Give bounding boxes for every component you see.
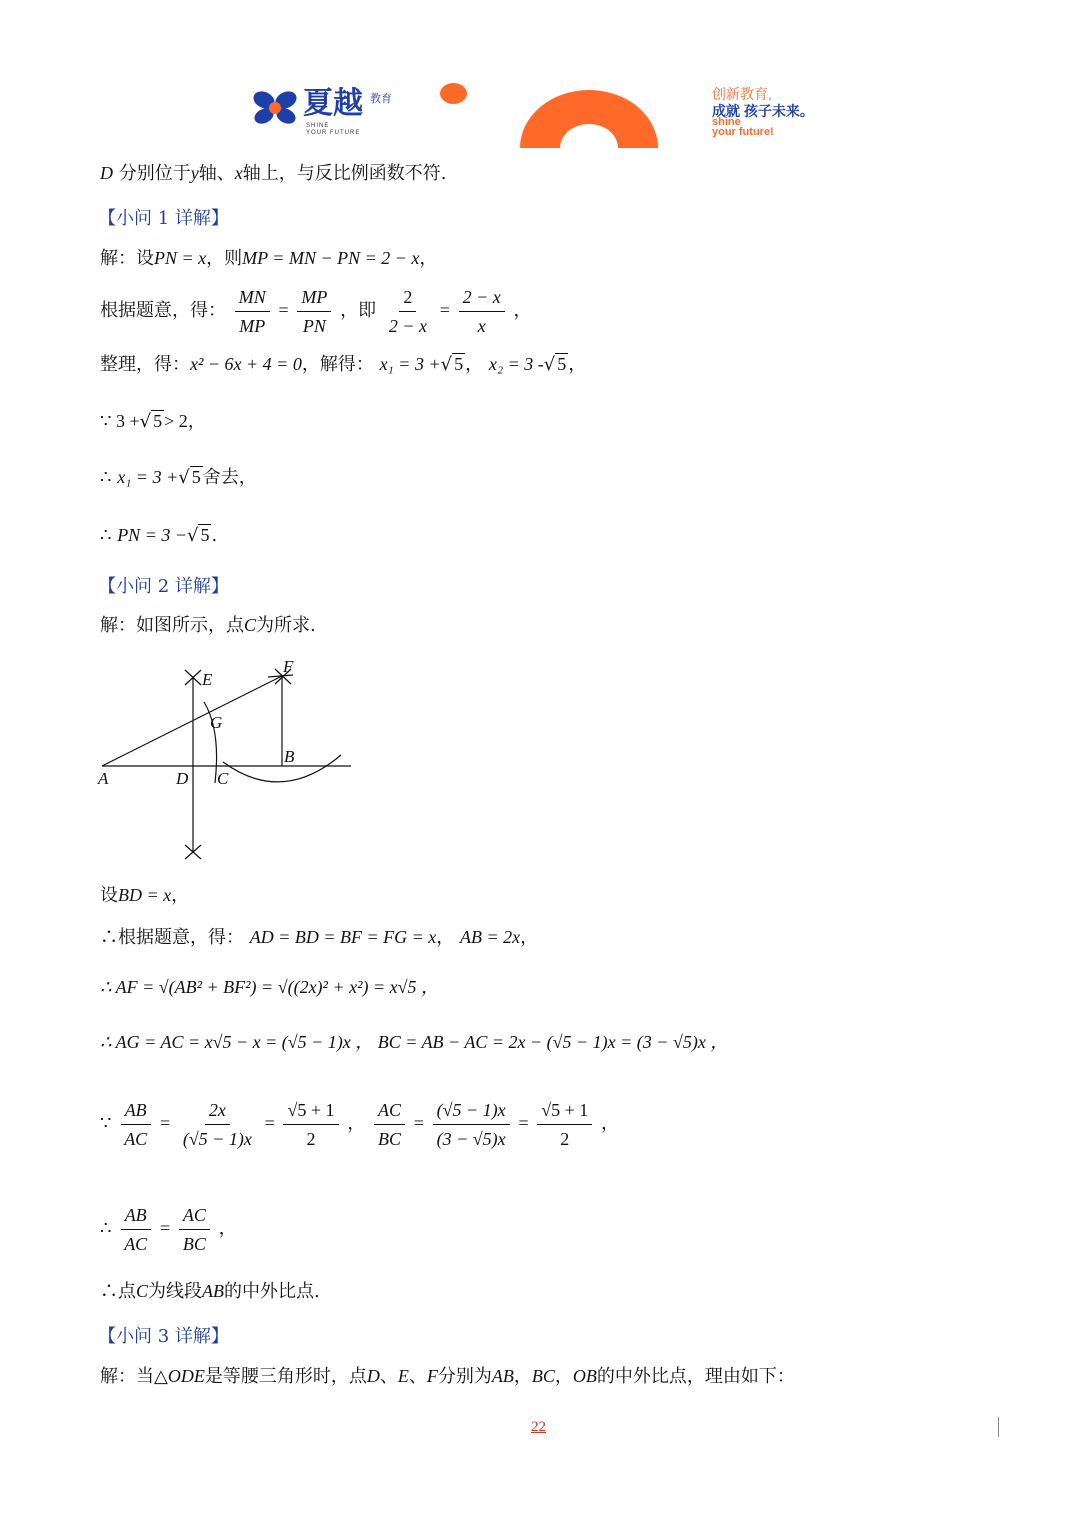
numerator: √5 + 1 — [283, 1096, 338, 1125]
fraction — [385, 283, 431, 340]
denominator: x — [477, 315, 486, 336]
radicand: 5 — [153, 411, 163, 431]
label-c: C — [217, 769, 229, 788]
text: ， — [465, 354, 484, 375]
fraction — [179, 1201, 210, 1258]
numerator: 2 — [399, 283, 416, 312]
math: x₂ = 3 - — [488, 354, 544, 374]
text: 为线段 — [148, 1281, 203, 1302]
q1-line-3: 整理，得：x² − 6x + 4 = 0，解得： x₁ = 3 +√ 5 ， x₂ = 3 -√ 5 ， — [100, 354, 587, 375]
text: ， — [171, 885, 190, 906]
q1-line-1 — [100, 246, 437, 271]
text: ∴点 — [100, 1281, 136, 1302]
math: > 2， — [164, 411, 206, 431]
denominator: BC — [182, 1233, 206, 1254]
math: PN = x — [154, 248, 207, 268]
intro-end: 轴上，与反比例函数不符. — [242, 163, 447, 184]
math: x² − 6x + 4 = 0 — [190, 354, 302, 374]
q1-line-6: ∴ PN = 3 −√ 5 . — [100, 525, 218, 546]
text: ， — [601, 1113, 620, 1134]
radicand: 5 — [557, 354, 567, 374]
label-e: E — [202, 670, 213, 689]
text: ， — [568, 354, 587, 375]
text: ，即 — [340, 300, 377, 321]
margin-divider — [998, 1417, 999, 1437]
q1-line-4: ∵ 3 +√ 5 > 2， — [100, 411, 206, 432]
text: 的中外比点. — [224, 1281, 320, 1302]
fraction — [283, 1096, 338, 1153]
q3-heading: 【小问 3 详解】 — [98, 1326, 229, 1347]
math: PN = 3 − — [117, 525, 187, 545]
q1-line-5: ∴ x₁ = 3 +√ 5 舍去， — [100, 467, 257, 488]
denominator: 2 — [560, 1128, 570, 1149]
point-f: F — [426, 1366, 438, 1386]
text: ， — [419, 248, 438, 269]
intro-line — [100, 161, 446, 186]
slogan-line-4: your future! — [712, 126, 774, 138]
q2-line-2 — [100, 883, 189, 908]
intro-text: 分别位于 — [118, 163, 191, 184]
numerator: (√5 − 1)x — [433, 1096, 510, 1125]
text: ，则 — [206, 248, 243, 269]
text: 是等腰三角形时，点 — [204, 1366, 367, 1387]
brand-en-1: SHINE — [306, 123, 330, 129]
denominator: AC — [124, 1128, 148, 1149]
text: ∴根据题意，得： — [100, 927, 244, 948]
q2-line-8 — [100, 1279, 320, 1304]
math: AD = BD = BF = FG = x — [249, 927, 437, 947]
text: ， — [520, 927, 539, 948]
denominator: (√5 − 1)x — [182, 1128, 252, 1149]
fraction — [235, 283, 270, 340]
label-a: A — [98, 769, 109, 788]
text: 解：当 — [100, 1366, 154, 1387]
brand-name: 夏越 — [303, 87, 363, 120]
fraction — [374, 1096, 405, 1153]
text: 设 — [100, 885, 118, 906]
q1-line-2: 根据题意，得： $\frac{MN}{MP}$ = $\frac{MP}{PN}$ ，即 $\frac{2}{2 - x}$ = $\frac{2 - x}{x}$ ， — [100, 280, 531, 341]
construction-diagram — [95, 655, 355, 870]
segment-ab: AB — [491, 1366, 514, 1386]
axis-y: y — [190, 163, 199, 183]
text: ， — [554, 1366, 573, 1387]
radicand: 5 — [454, 354, 464, 374]
orange-arch-decoration — [520, 88, 660, 150]
axis-x: x — [234, 163, 243, 183]
q3-line-1 — [100, 1364, 795, 1389]
text: 解：如图所示，点 — [100, 615, 244, 636]
q2-line-6: ∵ $\frac{AB}{AC}$ = $\frac{2x}{(√5 - 1)x}$ = $\frac{√5 + 1}{2}$ ， $\frac{AC}{BC}$ = $\frac{(√5 - 1)x}{(3 - √5)x}$ = $\frac{√5 + 1}{2}$ ， — [100, 1093, 619, 1154]
numerator: √5 + 1 — [537, 1096, 592, 1125]
numerator: AB — [121, 1201, 151, 1230]
text: ， — [347, 1113, 366, 1134]
radicand: 5 — [200, 525, 210, 545]
text: ∴ — [100, 525, 112, 546]
label-d: D — [176, 769, 189, 788]
q2-line-3 — [100, 925, 538, 950]
triangle-ode: △ODE — [154, 1366, 205, 1386]
denominator: MP — [239, 315, 266, 336]
intro-mid: 轴、 — [198, 163, 235, 184]
point-c: C — [244, 615, 257, 635]
brand-logo-icon — [252, 88, 298, 128]
therefore-symbol: ∴ — [100, 1218, 112, 1239]
label-f: F — [283, 657, 294, 676]
denominator: AC — [124, 1233, 148, 1254]
fraction — [120, 1096, 151, 1153]
slogan-line-2: 成就 孩子未来。 — [712, 103, 814, 119]
numerator: MP — [297, 283, 331, 312]
label-g: G — [210, 713, 223, 732]
math: x₁ = 3 + — [117, 467, 179, 487]
numerator: AC — [374, 1096, 405, 1125]
text: 舍去， — [202, 467, 257, 488]
numerator: 2 − x — [459, 283, 505, 312]
q2-heading: 【小问 2 详解】 — [98, 576, 229, 597]
text: ，解得： — [301, 354, 374, 375]
segment-ab: AB — [202, 1281, 225, 1301]
brand-en-2: YOUR FUTURE — [306, 130, 361, 136]
denominator: (3 − √5)x — [436, 1128, 506, 1149]
numerator: AB — [121, 1096, 151, 1125]
fraction — [433, 1096, 510, 1153]
segment-ob: OB — [572, 1366, 597, 1386]
q2-line-7: ∴ $\frac{AB}{AC}$ = $\frac{AC}{BC}$ ， — [100, 1198, 237, 1259]
text: 、 — [408, 1366, 427, 1387]
text: 解：设 — [100, 248, 154, 269]
brand-sup: 教育 — [370, 93, 392, 105]
text: 整理，得： — [100, 354, 190, 375]
q2-line-5: ∴ AG = AC = x√5 − x = (√5 − 1)x ， BC = AB − AC = 2x − (√5 − 1)x = (3 − √5)x ， — [100, 1032, 729, 1052]
because-symbol: ∵ — [100, 1113, 112, 1134]
label-b: B — [284, 747, 295, 766]
math: AB = 2x — [460, 927, 521, 947]
denominator: 2 − x — [388, 315, 427, 336]
point-d: D — [366, 1366, 380, 1386]
math: ∵ 3 + — [100, 411, 140, 431]
page-number: 22 — [531, 1419, 546, 1435]
fraction — [120, 1201, 151, 1258]
q1-heading: 【小问 1 详解】 — [98, 208, 229, 229]
fraction — [459, 283, 505, 340]
denominator: PN — [302, 315, 326, 336]
slogan-line-3: shine — [712, 116, 741, 128]
denominator: BC — [377, 1128, 401, 1149]
slogan-line-1: 创新教育, — [712, 86, 772, 102]
text: 根据题意，得： — [100, 300, 226, 321]
numerator: AC — [179, 1201, 210, 1230]
text: ， — [218, 1218, 237, 1239]
q2-line-1 — [100, 613, 316, 638]
text: 的中外比点，理由如下： — [596, 1366, 795, 1387]
math: x₁ = 3 + — [379, 354, 441, 374]
fraction — [297, 283, 331, 340]
numerator: 2x — [205, 1096, 230, 1125]
text: 、 — [379, 1366, 398, 1387]
segment-bc: BC — [531, 1366, 555, 1386]
numerator: MN — [235, 283, 270, 312]
denominator: 2 — [306, 1128, 316, 1149]
radicand: 5 — [191, 467, 201, 487]
point-c: C — [136, 1281, 149, 1301]
fraction — [179, 1096, 256, 1153]
fraction — [537, 1096, 592, 1153]
text: 分别为 — [437, 1366, 492, 1387]
text: . — [211, 525, 218, 546]
segment-af-line — [102, 676, 282, 766]
text: ， — [513, 1366, 532, 1387]
text: ， — [436, 927, 455, 948]
orange-dot-decoration — [440, 83, 467, 104]
text: ∴ — [100, 467, 112, 488]
q2-line-4: ∴ AF = √(AB² + BF²) = √((2x)² + x²) = x√5 ， — [100, 977, 439, 997]
math: BD = x — [118, 885, 172, 905]
math: MP = MN − PN = 2 − x — [242, 248, 420, 268]
text: 为所求. — [256, 615, 316, 636]
point-d: D — [100, 163, 113, 183]
point-e: E — [397, 1366, 409, 1386]
